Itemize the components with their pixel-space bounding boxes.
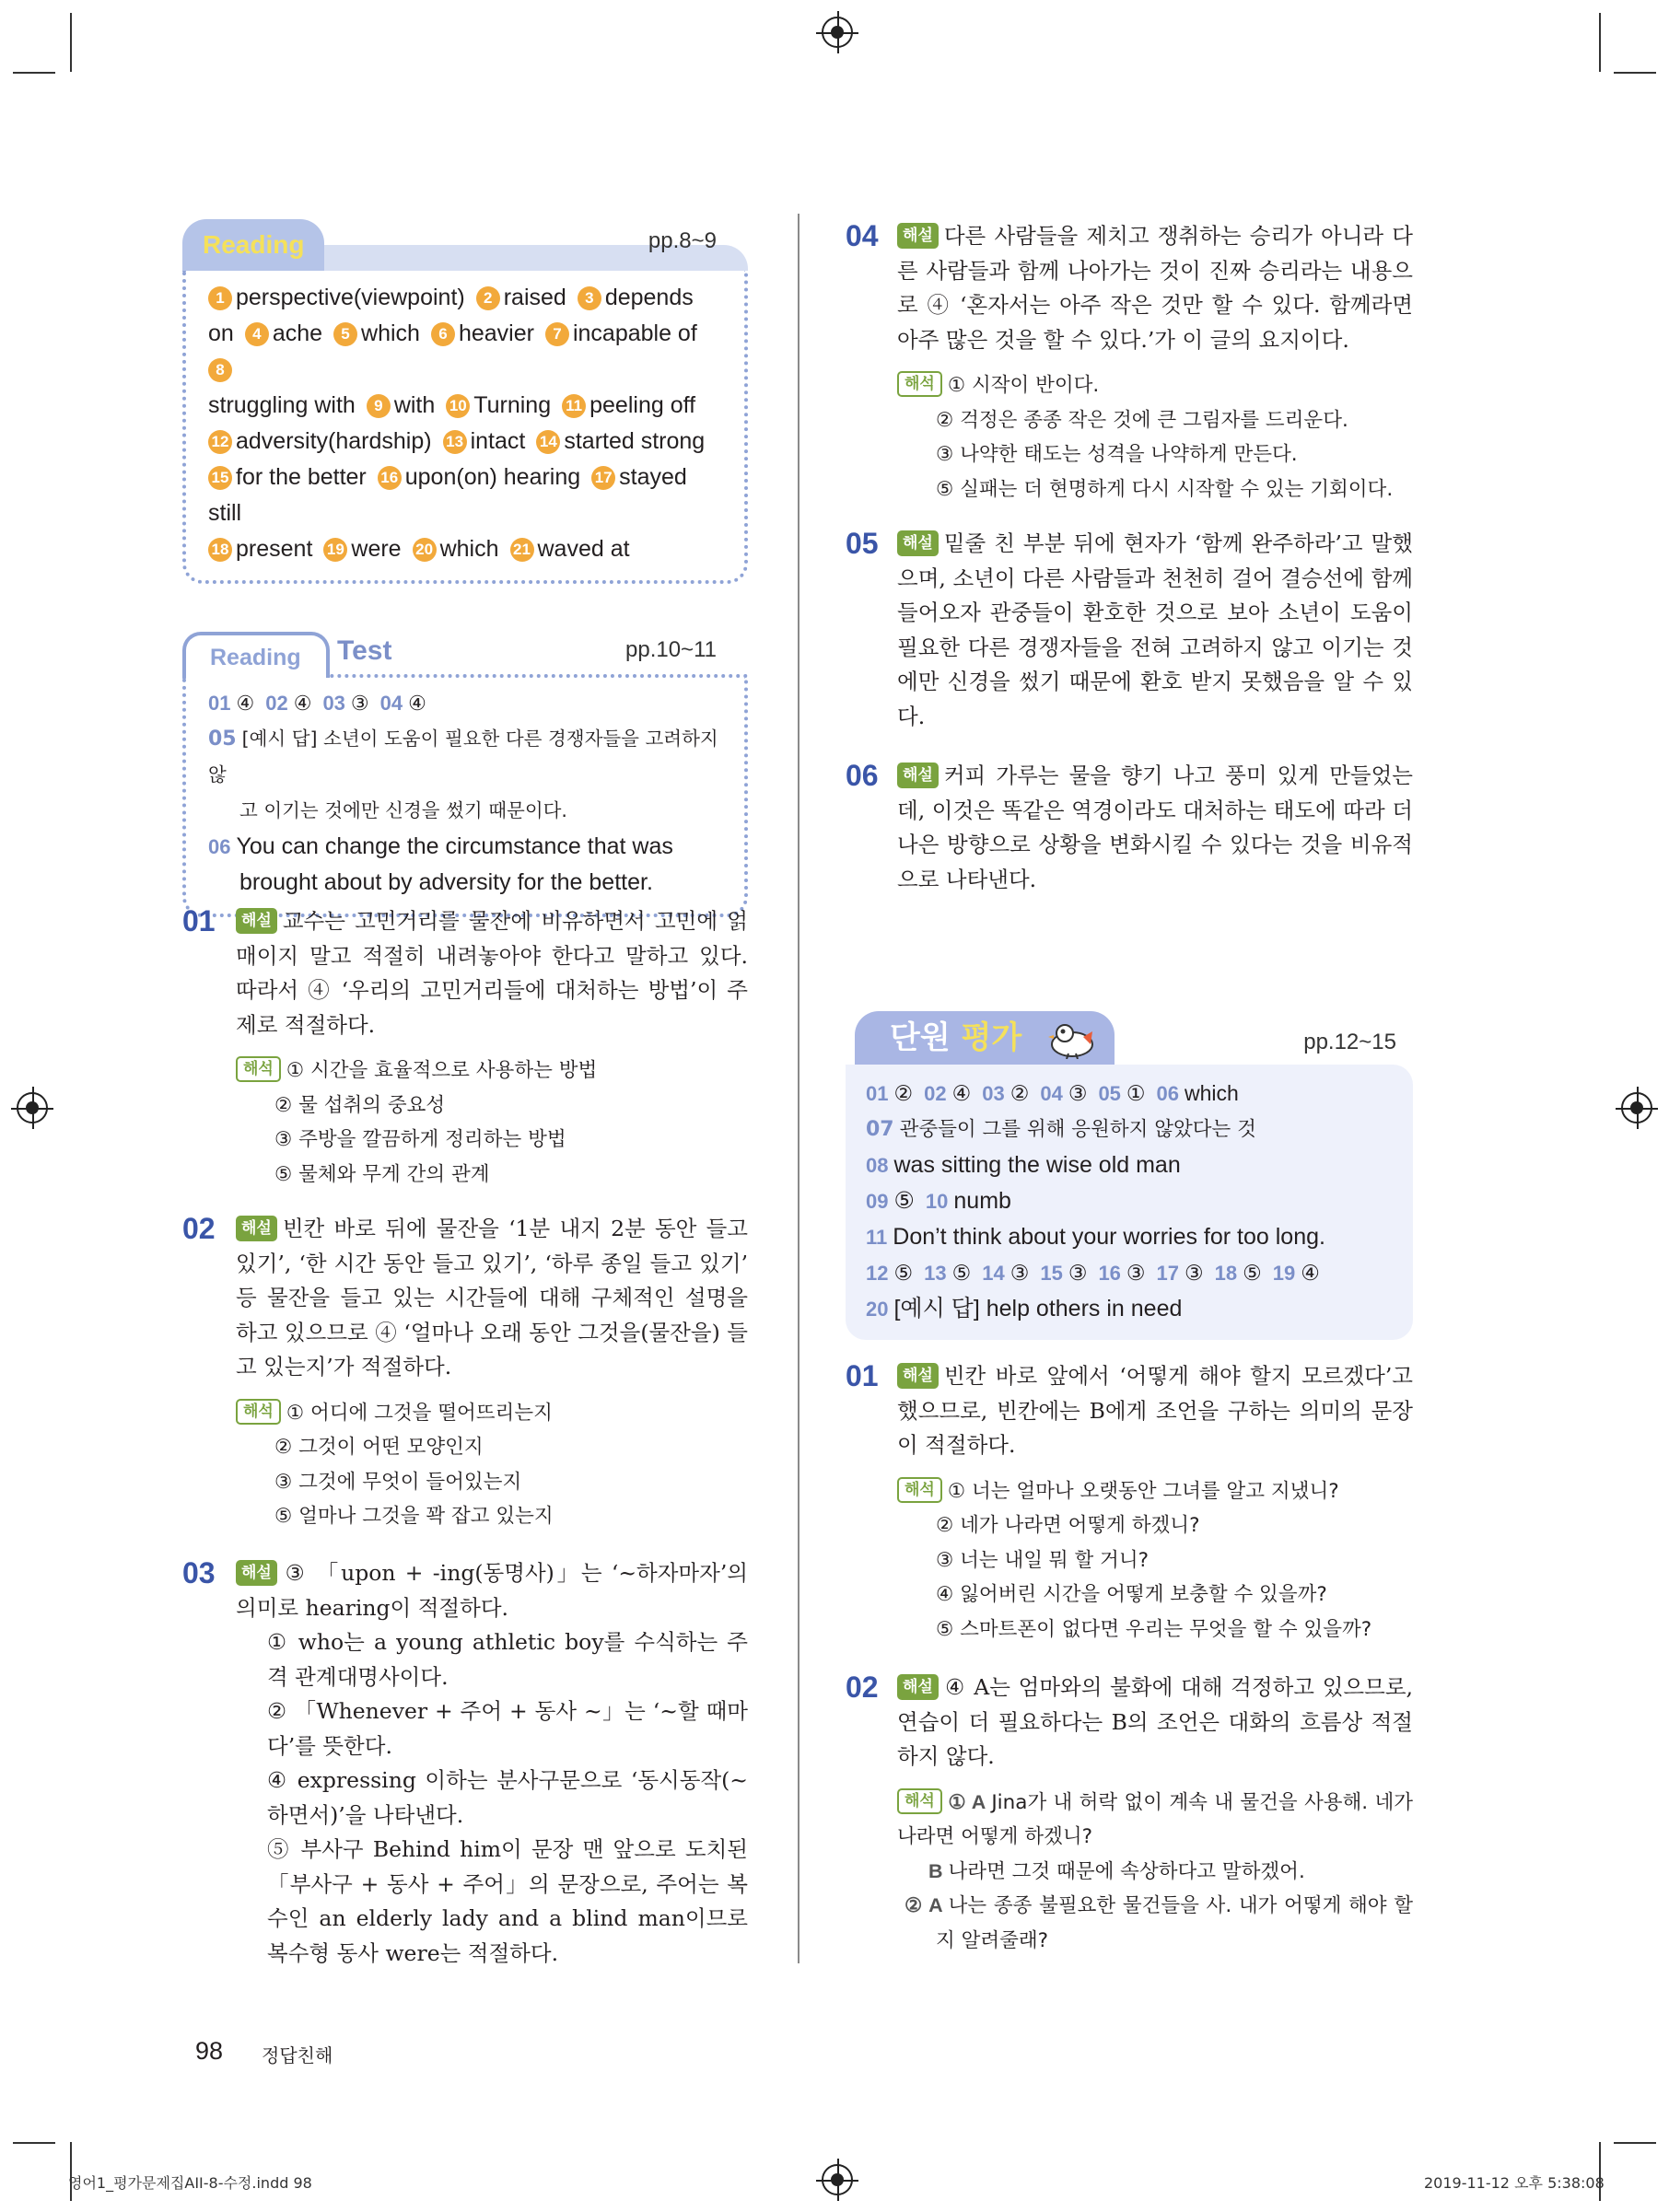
question-number: 01 <box>208 692 231 715</box>
option-text: ⑤ 얼마나 그것을 꽉 잡고 있는지 <box>274 1505 554 1528</box>
explanation-text <box>897 759 1413 897</box>
answer-number-badge: 12 <box>208 430 232 454</box>
answer-text: were <box>351 536 402 562</box>
answer-row <box>208 280 720 316</box>
answer-item <box>510 536 630 562</box>
answer-item <box>982 1081 1029 1105</box>
answer-text: ④ <box>408 692 426 715</box>
answer-row <box>208 460 720 531</box>
answer-item <box>1098 1261 1145 1285</box>
answer-item <box>322 692 368 715</box>
commentary-text: 밑줄 친 부분 뒤에 현자가 ‘함께 완주하라’고 말했으며, 소년이 다른 사람들과 천천히 걸어 결승선에 함께 들어오자 관중들이 환호한 것으로 보아 소년이 도움이 필요한 다른 경쟁자들을 전혀 고려하지 않고 이기는 것에만 신경을 썼기 때문에 환호 받지 못했음을 알 수 있다. <box>897 530 1413 729</box>
answer-row <box>208 865 720 901</box>
option-translation <box>897 403 1413 438</box>
answer-text: ② <box>893 1081 914 1105</box>
commentary-text: 교수는 고민거리를 물잔에 비유하면서 고민에 얽매이지 말고 적절히 내려놓아야 한다고 말하고 있다. 따라서 ④ ‘우리의 고민거리들에 대처하는 방법’이 주제로 적절하다. <box>236 908 748 1038</box>
option-translation <box>236 1158 748 1193</box>
question-number: 03 <box>322 692 345 715</box>
question-number: 14 <box>982 1262 1005 1285</box>
commentary-badge: 해설 <box>897 530 939 556</box>
answer-text: ⑤ <box>1243 1261 1262 1285</box>
option-text: ① 너는 얼마나 오랫동안 그녀를 알고 지냈니? <box>947 1479 1339 1503</box>
answer-row <box>208 531 720 567</box>
answer-text: ③ <box>1010 1261 1030 1285</box>
question-number: 03 <box>982 1082 1005 1105</box>
option-text: ⑤ 물체와 무게 간의 관계 <box>274 1162 490 1186</box>
question-number: 16 <box>1098 1262 1121 1285</box>
answer-text: struggling with <box>208 392 356 418</box>
column-divider <box>798 214 799 1963</box>
question-number: 06 <box>846 759 879 792</box>
unit-answers <box>846 1065 1413 1340</box>
unit-box-header <box>846 1011 1413 1065</box>
unit-evaluation-box <box>846 1011 1413 1340</box>
answer-item <box>1157 1261 1204 1285</box>
print-slug-date: 2019-11-12 오후 5:38:08 <box>1424 2174 1605 2192</box>
answer-text: intact <box>470 428 526 454</box>
answer-text: started strong <box>564 428 706 454</box>
dialogue-text: Jina가 내 허락 없이 계속 내 물건을 사용해. 네가 나라면 어떻게 하겠니? <box>897 1790 1413 1848</box>
answer-item <box>924 1261 971 1285</box>
answer-item <box>866 1081 913 1105</box>
registration-mark-icon <box>17 1092 48 1123</box>
question-number: 02 <box>182 1212 216 1245</box>
answer-number-badge: 3 <box>578 286 601 310</box>
dialogue-list <box>897 1786 1413 1959</box>
unit-explanation-02 <box>846 1669 1413 1963</box>
registration-mark-icon <box>822 17 853 48</box>
option-translation <box>897 1474 1413 1509</box>
answer-number-badge: 13 <box>443 430 467 454</box>
answer-item <box>208 692 254 715</box>
option-text: ③ 나약한 태도는 성격을 나약하게 만든다. <box>936 443 1298 466</box>
answer-text: numb <box>953 1188 1011 1214</box>
option-text: ① 시작이 반이다. <box>947 374 1100 397</box>
option-text: ⑤ 스마트폰이 없다면 우리는 무엇을 할 수 있을까? <box>936 1617 1372 1641</box>
question-number: 20 <box>866 1298 889 1321</box>
answer-text: peeling off <box>589 392 696 418</box>
question-number: 03 <box>182 1556 216 1589</box>
print-slug-file: 영어1_평가문제집AII-8-수정.indd 98 <box>68 2174 312 2192</box>
speaker-label: B <box>928 1859 943 1882</box>
answer-row <box>208 829 720 865</box>
answer-item <box>245 320 322 346</box>
explanation-04 <box>846 217 1413 503</box>
question-number: 19 <box>1272 1262 1296 1285</box>
answer-row <box>208 424 720 460</box>
answer-text: which <box>361 320 420 346</box>
option-translation <box>236 1465 748 1500</box>
answer-text: stayed still <box>208 464 687 526</box>
answer-item <box>446 392 551 418</box>
answer-number-badge: 14 <box>536 430 560 454</box>
reading-test-answers <box>182 678 748 917</box>
options-list <box>897 368 1413 506</box>
crop-mark <box>13 72 55 74</box>
answer-row <box>866 1076 1398 1112</box>
options-list <box>236 1396 748 1534</box>
answer-row <box>866 1255 1398 1291</box>
answer-text: upon(on) hearing <box>404 464 581 490</box>
tab-label-highlight: 평가 <box>961 1019 1022 1056</box>
answer-text: ④ <box>951 1081 972 1105</box>
commentary-badge: 해설 <box>236 1560 277 1586</box>
reading-tab: Reading <box>182 219 324 271</box>
sub-explanations <box>236 1625 748 1971</box>
options-list <box>897 1474 1413 1647</box>
registration-mark-icon <box>822 2164 853 2195</box>
question-number: 01 <box>846 1359 879 1392</box>
answer-item <box>545 320 697 346</box>
question-number: 04 <box>1040 1082 1063 1105</box>
answer-text: ache <box>272 320 323 346</box>
answer-item <box>1040 1261 1087 1285</box>
explanation-text <box>897 527 1413 734</box>
question-number: 17 <box>1156 1262 1180 1285</box>
question-number: 07 <box>866 1118 894 1141</box>
answer-item <box>380 692 426 715</box>
answer-item <box>208 464 367 490</box>
dialogue-text: 나라면 그것 때문에 속상하다고 말하겠어. <box>948 1859 1305 1883</box>
reading-answers <box>182 271 748 584</box>
option-translation <box>897 1508 1413 1543</box>
mascot-icon <box>1046 1017 1098 1059</box>
option-text: ⑤ 실패는 더 현명하게 다시 시작할 수 있는 기회이다. <box>936 477 1394 501</box>
answer-item <box>208 536 312 562</box>
answer-text: ① <box>1126 1081 1146 1105</box>
answer-row <box>208 685 720 721</box>
section-title: 정답친해 <box>262 2044 333 2066</box>
answer-item <box>1098 1081 1145 1105</box>
answer-item <box>536 428 705 454</box>
answer-item <box>208 285 465 310</box>
option-text: ① 시간을 효율적으로 사용하는 방법 <box>286 1059 598 1082</box>
answer-number-badge: 10 <box>446 394 470 418</box>
reading-box-header <box>182 219 748 271</box>
explanation-text <box>236 1212 748 1534</box>
option-text: ② 그것이 어떤 모양인지 <box>274 1436 484 1459</box>
answer-item <box>378 464 580 490</box>
answer-row <box>208 793 720 829</box>
answer-item <box>208 356 236 382</box>
commentary-text: 빈칸 바로 앞에서 ‘어떻게 해야 할지 모르겠다’고 했으므로, 빈칸에는 B에게 조언을 구하는 의미의 문장이 적절하다. <box>897 1363 1413 1458</box>
answer-text: raised <box>503 285 566 310</box>
question-number: 01 <box>182 904 216 937</box>
commentary-text: 다른 사람들을 제치고 쟁취하는 승리가 아니라 다른 사람들과 함께 나아가는 것이 진짜 승리라는 내용으로 ④ ‘혼자서는 아주 작은 것만 할 수 있다. 함께라면 아주 많은 것을 할 수 있다.’가 이 글의 요지이다. <box>897 223 1413 353</box>
answer-number-badge: 1 <box>208 286 232 310</box>
tab-label: 단원 <box>890 1019 951 1056</box>
answer-text: heavier <box>458 320 534 346</box>
answer-text: on <box>208 320 234 346</box>
question-number: 05 <box>846 527 879 560</box>
explanation-text <box>236 904 748 1192</box>
answer-item <box>562 392 695 418</box>
answer-text: ⑤ <box>893 1188 915 1214</box>
answer-number-badge: 16 <box>378 466 402 490</box>
answer-text: ③ <box>1126 1261 1146 1285</box>
test-label: Test <box>337 635 392 666</box>
answer-item <box>413 536 499 562</box>
commentary-badge: 해설 <box>897 1674 939 1700</box>
speaker-label: ② A <box>905 1894 943 1916</box>
answer-text: ③ <box>350 692 369 715</box>
explanation-01 <box>182 902 748 1206</box>
page-reference: pp.10~11 <box>625 637 717 662</box>
crop-mark <box>1614 72 1656 74</box>
answer-text: ④ <box>236 692 255 715</box>
answer-row <box>208 721 720 793</box>
reading-answer-box <box>182 219 748 584</box>
answer-item <box>1157 1081 1239 1105</box>
answer-text: was sitting the wise old man <box>893 1152 1181 1178</box>
question-number: 10 <box>925 1190 949 1213</box>
question-number: 05 <box>208 728 237 751</box>
sub-explanation: ① who는 a young athletic boy를 수식하는 주격 관계대명사이다. <box>267 1629 748 1690</box>
answer-number-badge: 17 <box>591 466 615 490</box>
page-reference: pp.12~15 <box>1303 1030 1396 1054</box>
explanation-02 <box>182 1210 748 1542</box>
translation-badge: 해석 <box>236 1399 281 1425</box>
sub-explanation: ⑤ 부사구 Behind him이 문장 맨 앞으로 도치된 「부사구 + 동사 + 주어」의 문장으로, 주어는 복수인 an elderly lady and a blind man이므로 복수형 동사 were는 적절하다. <box>267 1836 748 1966</box>
unit-explanation-01 <box>846 1357 1413 1643</box>
speaker-label: ① A <box>947 1790 986 1813</box>
commentary-badge: 해설 <box>897 1363 939 1389</box>
option-translation <box>897 437 1413 472</box>
question-number: 11 <box>866 1226 888 1249</box>
option-translation <box>897 368 1413 403</box>
crop-mark <box>1614 2142 1656 2144</box>
answer-item <box>1273 1261 1320 1285</box>
answer-item <box>333 320 420 346</box>
explanation-text <box>236 1556 748 1971</box>
dialogue-line <box>897 1786 1413 1855</box>
answer-text: Turning <box>473 392 552 418</box>
answer-text: ⑤ <box>893 1261 914 1285</box>
answer-item <box>926 1188 1011 1214</box>
answer-text: [예시 답] help others in need <box>893 1296 1183 1321</box>
answer-number-badge: 21 <box>510 538 534 562</box>
option-text: ② 네가 나라면 어떻게 하겠니? <box>936 1514 1200 1537</box>
answer-number-badge: 6 <box>431 322 455 346</box>
answer-number-badge: 18 <box>208 538 232 562</box>
option-text: ② 걱정은 종종 작은 것에 큰 그림자를 드리운다. <box>936 408 1348 432</box>
question-number: 06 <box>1156 1082 1180 1105</box>
commentary-badge: 해설 <box>236 1216 277 1241</box>
commentary-badge: 해설 <box>897 763 939 788</box>
commentary-badge: 해설 <box>897 223 939 249</box>
question-number: 09 <box>866 1190 889 1213</box>
commentary-text: 빈칸 바로 뒤에 물잔을 ‘1분 내지 2분 동안 들고 있기’, ‘한 시간 동안 들고 있기’, ‘하루 종일 들고 있기’ 등 물잔을 들고 있는 시간들에 대해 구체적인 설명을 하고 있으므로 ④ ‘얼마나 오래 동안 그것을(물잔을) 들고 있는지’가 적절하다. <box>236 1216 748 1380</box>
question-number: 02 <box>265 692 288 715</box>
answer-item <box>1215 1261 1262 1285</box>
answer-text: ③ <box>1185 1261 1204 1285</box>
answer-item <box>265 692 311 715</box>
answer-item <box>367 392 435 418</box>
option-translation <box>236 1396 748 1431</box>
question-number: 05 <box>1098 1082 1121 1105</box>
answer-row <box>866 1291 1398 1327</box>
answer-text: Don’t think about your worries for too long. <box>893 1224 1325 1250</box>
answer-number-badge: 9 <box>367 394 391 418</box>
explanation-text <box>897 1359 1413 1647</box>
reading-tab: Reading <box>182 632 330 678</box>
option-text: ③ 너는 내일 뭐 할 거니? <box>936 1548 1150 1572</box>
answer-item <box>982 1261 1029 1285</box>
question-number: 13 <box>924 1262 947 1285</box>
answer-text: which <box>1185 1081 1239 1105</box>
explanation-text <box>897 219 1413 506</box>
answer-text: which <box>439 536 499 562</box>
reading-test-box <box>182 626 748 917</box>
answer-number-badge: 20 <box>413 538 437 562</box>
dialogue-text: 나는 종종 불필요한 물건들을 사. 내가 어떻게 해야 할지 알려줄래? <box>936 1894 1413 1952</box>
answer-text: [예시 답] 소년이 도움이 필요한 다른 경쟁자들을 고려하지 않 <box>208 728 718 786</box>
question-number: 02 <box>924 1082 947 1105</box>
option-text: ④ 잃어버린 시간을 어떻게 보충할 수 있을까? <box>936 1583 1327 1606</box>
commentary-text: ③ 「upon + -ing(동명사)」는 ‘~하자마자’의 의미로 hearing이 적절하다. <box>236 1560 748 1621</box>
dialogue-line <box>897 1855 1413 1890</box>
answer-item <box>443 428 526 454</box>
option-text: ③ 주방을 깔끔하게 정리하는 방법 <box>274 1128 566 1151</box>
question-number: 01 <box>866 1082 889 1105</box>
explanation-text <box>897 1671 1413 1958</box>
answer-item <box>208 392 356 418</box>
option-translation <box>897 1578 1413 1612</box>
translation-badge: 해석 <box>897 1477 942 1503</box>
option-translation <box>236 1499 748 1534</box>
answer-text: present <box>236 536 313 562</box>
answer-text: with <box>393 392 436 418</box>
answer-number-badge: 11 <box>562 394 586 418</box>
answer-row <box>866 1112 1398 1147</box>
answer-text: waved at <box>537 536 630 562</box>
answer-text: ③ <box>1068 1081 1088 1105</box>
option-translation <box>236 1430 748 1465</box>
answer-row <box>866 1219 1398 1255</box>
answer-item <box>866 1188 915 1214</box>
answer-number-badge: 4 <box>245 322 269 346</box>
answer-text: ② <box>1010 1081 1030 1105</box>
option-translation <box>897 472 1413 507</box>
translation-badge: 해석 <box>897 1788 942 1814</box>
answer-text: adversity(hardship) <box>236 428 432 454</box>
answer-text: 고 이기는 것에만 신경을 썼기 때문이다. <box>239 799 567 821</box>
answer-number-badge: 7 <box>545 322 569 346</box>
option-translation <box>897 1543 1413 1578</box>
answer-row <box>866 1147 1398 1183</box>
crop-mark <box>13 2142 55 2144</box>
crop-mark <box>70 13 72 72</box>
answer-item <box>323 536 401 562</box>
answer-text: brought about by adversity for the better. <box>239 869 653 895</box>
option-translation <box>236 1054 748 1089</box>
answer-text: 관중들이 그를 위해 응원하지 않았다는 것 <box>899 1118 1256 1141</box>
question-number: 18 <box>1214 1262 1238 1285</box>
answer-number-badge: 2 <box>476 286 500 310</box>
answer-text: You can change the circumstance that was <box>236 833 673 859</box>
answer-item <box>1040 1081 1087 1105</box>
answer-text: for the better <box>236 464 367 490</box>
explanation-03 <box>182 1554 748 1978</box>
reading-test-header <box>182 626 748 678</box>
answer-text: ③ <box>1068 1261 1088 1285</box>
question-number: 04 <box>379 692 403 715</box>
explanation-06 <box>846 757 1413 904</box>
dialogue-line <box>897 1889 1413 1958</box>
question-number: 15 <box>1040 1262 1063 1285</box>
answer-row <box>208 316 720 388</box>
option-text: ② 물 섭취의 중요성 <box>274 1093 446 1117</box>
answer-text: perspective(viewpoint) <box>236 285 465 310</box>
answer-text: depends <box>604 285 694 310</box>
answer-item <box>208 320 234 346</box>
explanation-05 <box>846 525 1413 737</box>
question-number: 06 <box>208 835 231 858</box>
answer-text: ⑤ <box>951 1261 972 1285</box>
answer-text: incapable of <box>572 320 697 346</box>
page-reference: pp.8~9 <box>648 228 717 253</box>
translation-badge: 해석 <box>897 371 942 397</box>
answer-number-badge: 19 <box>323 538 347 562</box>
option-text: ① 어디에 그것을 떨어뜨리는지 <box>286 1401 553 1425</box>
answer-number-badge: 8 <box>208 358 232 382</box>
answer-item <box>476 285 566 310</box>
answer-text: ④ <box>293 692 312 715</box>
commentary-text: ④ A는 엄마와의 불화에 대해 걱정하고 있으므로, 연습이 더 필요하다는 B의 조언은 대화의 흐름상 적절하지 않다. <box>897 1674 1413 1769</box>
crop-mark <box>1599 13 1601 72</box>
answer-item <box>431 320 534 346</box>
answer-row <box>866 1183 1398 1219</box>
question-number: 04 <box>846 219 879 252</box>
answer-item <box>578 285 694 310</box>
translation-badge: 해석 <box>236 1056 281 1082</box>
option-translation <box>236 1123 748 1158</box>
answer-row <box>208 388 720 424</box>
answer-item <box>924 1081 971 1105</box>
question-number: 08 <box>866 1154 889 1177</box>
option-translation <box>897 1612 1413 1647</box>
registration-mark-icon <box>1621 1092 1652 1123</box>
option-translation <box>236 1089 748 1123</box>
question-number: 02 <box>846 1671 879 1704</box>
commentary-text: 커피 가루는 물을 향기 나고 풍미 있게 만들었는데, 이것은 똑같은 역경이라도 대처하는 태도에 따라 더 나은 방향으로 상황을 변화시킬 수 있다는 것을 비유적으로 나타낸다. <box>897 763 1413 892</box>
answer-number-badge: 5 <box>333 322 357 346</box>
page-number: 98 <box>195 2037 224 2065</box>
question-number: 12 <box>866 1262 889 1285</box>
option-text: ③ 그것에 무엇이 들어있는지 <box>274 1470 522 1494</box>
answer-item <box>208 428 432 454</box>
sub-explanation: ② 「Whenever + 주어 + 동사 ~」는 ‘~할 때마다’를 뜻한다. <box>267 1698 748 1759</box>
answer-number-badge: 15 <box>208 466 232 490</box>
commentary-badge: 해설 <box>236 908 277 934</box>
options-list <box>236 1054 748 1192</box>
sub-explanation: ④ expressing 이하는 분사구문으로 ‘동시동작(~하면서)’을 나타낸다. <box>267 1767 748 1828</box>
answer-item <box>866 1261 913 1285</box>
answer-text: ④ <box>1301 1261 1320 1285</box>
